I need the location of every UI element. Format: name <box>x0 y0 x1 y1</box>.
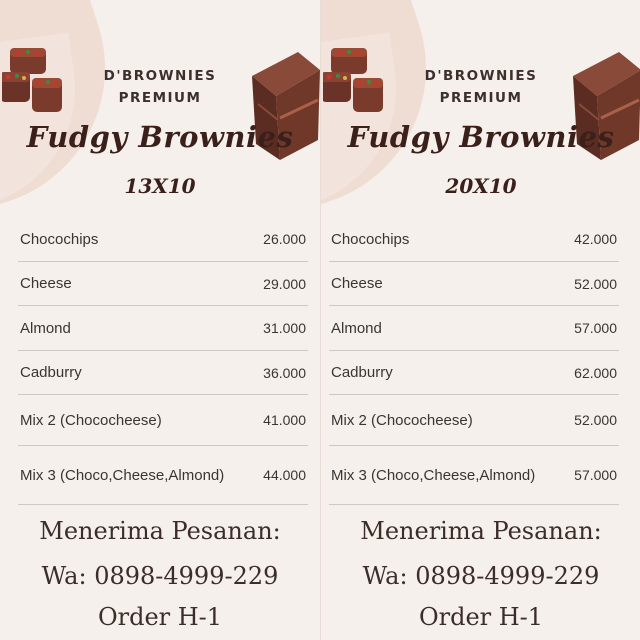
item-name: Chocochips <box>20 230 99 248</box>
item-price: 62.000 <box>574 364 617 381</box>
order-heading: Menerima Pesanan: <box>360 517 602 545</box>
item-price: 52.000 <box>574 412 617 428</box>
price-row <box>18 262 308 306</box>
item-name: Mix 2 (Chococheese) <box>331 411 473 429</box>
item-name: Mix 3 (Choco,Cheese,Almond) <box>331 466 536 484</box>
item-name: Mix 2 (Chococheese) <box>20 411 162 429</box>
item-price: 57.000 <box>574 467 617 483</box>
item-name: Cadburry <box>331 364 393 381</box>
price-row <box>18 306 308 351</box>
item-price: 29.000 <box>263 275 306 292</box>
brand-subtitle: PREMIUM <box>118 90 202 106</box>
item-price: 42.000 <box>574 231 617 247</box>
product-title: Fudgy Brownies <box>26 120 294 154</box>
price-row <box>18 217 308 262</box>
item-name: Mix 3 (Choco,Cheese,Almond) <box>20 466 225 484</box>
order-notice: Order H-1 <box>97 603 223 631</box>
item-price: 41.000 <box>263 412 306 428</box>
item-price: 52.000 <box>574 275 617 292</box>
item-name: Almond <box>20 319 71 337</box>
item-name: Almond <box>331 319 382 337</box>
whatsapp-contact: Wa: 0898-4999-229 <box>362 562 600 590</box>
brand-name: D'BROWNIES <box>424 68 538 84</box>
item-name: Cadburry <box>20 364 82 381</box>
product-title: Fudgy Brownies <box>347 120 615 154</box>
price-list <box>329 217 619 505</box>
price-row <box>329 217 619 262</box>
item-name: Chocochips <box>331 230 410 248</box>
item-price: 44.000 <box>263 467 306 483</box>
size-label: 13X10 <box>124 174 196 198</box>
order-heading: Menerima Pesanan: <box>39 517 281 545</box>
price-row <box>329 262 619 306</box>
price-row <box>18 395 308 446</box>
price-row <box>329 446 619 505</box>
brand-subtitle: PREMIUM <box>439 90 523 106</box>
item-price: 36.000 <box>263 364 306 381</box>
price-row <box>18 446 308 505</box>
whatsapp-contact: Wa: 0898-4999-229 <box>41 562 279 590</box>
item-price: 31.000 <box>263 320 306 336</box>
item-price: 57.000 <box>574 320 617 336</box>
price-list <box>18 217 308 505</box>
price-row <box>329 395 619 446</box>
item-name: Cheese <box>20 275 72 292</box>
order-notice: Order H-1 <box>418 603 544 631</box>
price-row <box>329 306 619 351</box>
price-panel-20x10 <box>320 0 640 640</box>
item-price: 26.000 <box>263 231 306 247</box>
size-label: 20X10 <box>445 174 517 198</box>
brand-name: D'BROWNIES <box>103 68 217 84</box>
price-row <box>18 351 308 395</box>
price-row <box>329 351 619 395</box>
item-name: Cheese <box>331 275 383 292</box>
